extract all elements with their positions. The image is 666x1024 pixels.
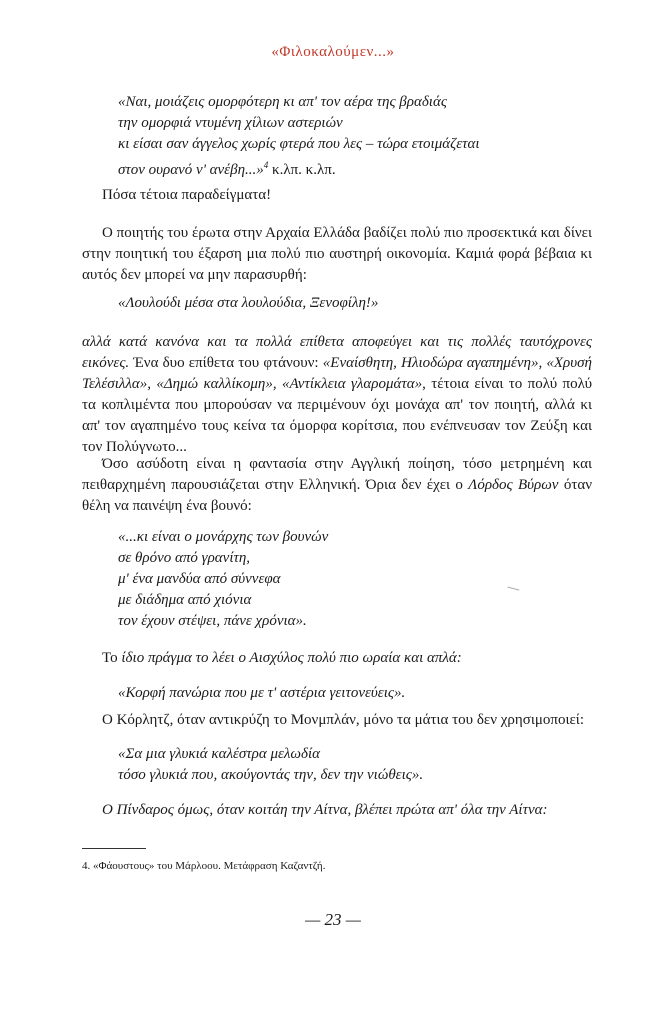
quote-1 [118,293,598,314]
paragraph-text [82,648,592,669]
paragraph-text: Ο ποιητής του έρωτα στην Αρχαία Ελλάδα βαδίζει πολύ πιο προσεκτικά και δίνει στην ποιητική του έξαρση μια πολύ πιο αυστηρή οικονομία. Καμιά φορά βέβαια κι αυτός δεν μπορεί να μην παρασυρθή: [82,225,592,283]
running-head: «Φιλοκαλούμεν...» [271,44,395,60]
paragraph-1 [82,185,592,206]
verse-line: «Σα μια γλυκιά καλέστρα μελωδία [118,746,320,762]
verse-line: «...κι είναι ο μονάρχης των βουνών [118,529,329,545]
italic-run: όμως, όταν κοιτάη την Αίτνα, βλέπει πρώτα απ' όλα την Αίτνα: [173,802,548,818]
page-number: — 23 — [305,910,361,929]
paragraph-4 [82,454,592,517]
paragraph-text [82,332,592,458]
text-run: , τέτοια είναι το πολύ πολύ τα κοπλιμέντα που μπορούσαν να περιμένουν όχι μονάχα απ' τον ποιητή, αλλά κι απ' τον αγαπημένο τους κείνα τα όμορφα κορίτσια, που ενέπνευσαν τον Ζεύξη και τον Πολύγνωτο... [82,376,592,455]
paragraph-3 [82,332,592,458]
italic-run: Ο Πίνδαρος [102,802,174,818]
verse-line: τόσο γλυκιά που, ακούγοντάς την, δεν την νιώθεις». [118,767,424,783]
paragraph-7 [82,800,592,821]
verse-quote-1 [118,92,598,181]
verse-line: την ομορφιά ντυμένη χίλιων αστεριών [118,115,343,131]
italic-run: Λόρδος Βύρων [468,477,559,493]
italic-run: «Εναίσθητη, Ηλιοδώρα αγαπημένη», «Χρυσή Τελέσιλλα», «Δημώ καλλίκομη», «Αντίκλεια γλαρομάτα» [82,355,592,392]
footnote-ref[interactable]: 4 [263,160,269,170]
verse-quote-2 [118,527,598,632]
paragraph-6 [82,710,592,731]
verse-quote-3 [118,744,598,786]
text-run: Το [102,650,122,666]
footnote-divider [82,848,146,849]
verse-line-text: στον ουρανό ν' ανέβη...» [118,162,264,178]
paragraph-5 [82,648,592,669]
paragraph-2 [82,223,592,286]
text-run: Ένα δυο επίθετα του φτάνουν: [129,355,323,371]
footnote: 4. «Φάουστους» του Μάρλοου. Μετάφραση Καζαντζή. [82,860,326,872]
verse-line: «Ναι, μοιάζεις ομορφότερη κι απ' τον αέρα της βραδιάς [118,94,447,110]
verse-line: κι είσαι σαν άγγελος χωρίς φτερά που λες – τώρα ετοιμάζεται [118,136,480,152]
text-run: Όσο ασύδοτη είναι η φαντασία στην Αγγλική ποίηση, τόσο μετρημένη και πειθαρχημένη παρουσιάζεται στην Ελληνική. Όρια δεν έχει ο [82,456,592,493]
quote-text: «Κορφή πανώρια που με τ' αστέρια γειτονεύεις». [118,685,406,701]
text-run: όταν θέλη να παινέψη ένα βουνό: [82,477,592,514]
paragraph-text: Πόσα τέτοια παραδείγματα! [102,187,272,203]
verse-line [118,155,598,181]
italic-run: αλλά κατά κανόνα και τα πολλά επίθετα αποφεύγει και τις πολλές ταυτόχρονες εικόνες. [82,334,592,371]
paragraph-text [82,800,592,821]
quote-text: «Λουλούδι μέσα στα λουλούδια, Ξενοφίλη!» [118,295,379,311]
paragraph-text: Ο Κόρλητζ, όταν αντικρύζη το Μονμπλάν, μόνο τα μάτια του δεν χρησιμοποιεί: [102,712,585,728]
paragraph-text [82,454,592,517]
quote-2 [118,683,598,704]
verse-line: με διάδημα από χιόνια [118,592,252,608]
verse-line: μ' ένα μανδύα από σύννεφα [118,571,281,587]
italic-run: ίδιο πράγμα το λέει ο Αισχύλος πολύ πιο ωραία και απλά: [121,650,462,666]
verse-line-tail: κ.λπ. κ.λπ. [268,162,336,178]
verse-line: τον έχουν στέψει, πάνε χρόνια». [118,613,307,629]
verse-line: σε θρόνο από γρανίτη, [118,550,251,566]
